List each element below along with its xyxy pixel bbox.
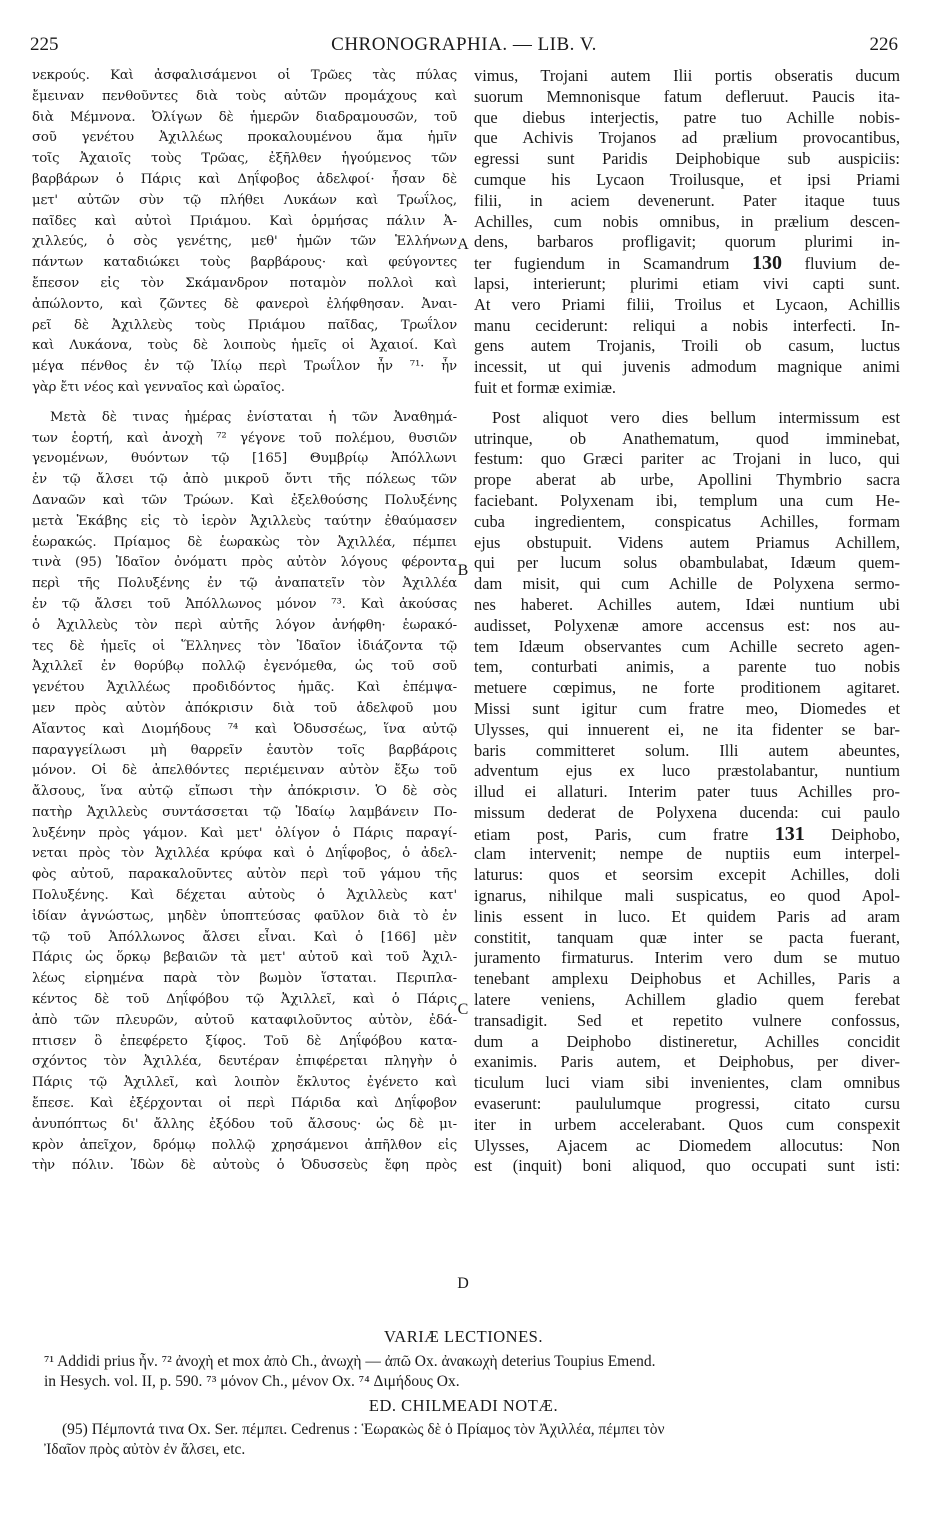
- latin-text-line: baris committeret solum. Illi autem abeuntes,: [474, 740, 900, 760]
- latin-text-line: ignarus, nihilque mali suspicatus, eo quod Apol-: [474, 886, 900, 906]
- greek-text-line: ὁ Ἀχιλλεὺς τὸν περὶ αὐτῆς λόγον ἀνήφθη· ἑωρακό-: [32, 617, 457, 633]
- latin-text-line: nes haberet. Achilles autem, Idæi nuntium ubi: [474, 594, 900, 614]
- latin-text-line: lapsi, interierunt; plurimi etiam vivi capti sunt.: [474, 273, 900, 293]
- margin-letter-b: B: [457, 562, 469, 579]
- margin-letter-d: D: [457, 1275, 469, 1292]
- greek-text-column: [32, 66, 457, 1177]
- latin-text-line: Ulysses, qui innuerent ei, ne ita fidenter se bar-: [474, 719, 900, 739]
- latin-text-line: illud ei allaturi. Interim pater tuus Achilles pro-: [474, 782, 900, 802]
- latin-text-line: Missi sunt igitur cum fratre meo, Diomedes et: [474, 698, 900, 718]
- latin-text-line: que Achivis Trojanos ad prælium provocantibus,: [474, 128, 900, 148]
- latin-text-line: manu ceciderunt: reliqui a nobis interfecti. In-: [474, 315, 900, 335]
- latin-text-line: evaserunt: paululumque progressi, citato cursu: [474, 1094, 900, 1114]
- latin-text-line: clam intervenit; nempe de nuptiis eum interpel-: [474, 844, 900, 864]
- latin-text-line: faciebant. Polyxenam ibi, templum una cum He-: [474, 490, 900, 510]
- latin-text-line: dum a Deiphobo distineretur, Achilles concidit: [474, 1031, 900, 1051]
- greek-text-line: κέντος δὲ τοῦ Δηΐφόβου τῷ Ἀχιλλεῖ, καὶ ὁ Πάρις: [32, 992, 457, 1008]
- greek-text-line: λυξένην πρὸς γάμον. Καὶ μετ' ὀλίγον ὁ Πάρις παραγί-: [32, 825, 457, 841]
- latin-text-line: vimus, Trojani autem Ilii portis obseratis ducum: [474, 66, 900, 85]
- latin-text-line: missum dederat de Polyxena ducenda: cui paulo: [474, 802, 900, 822]
- latin-text-line: tenebant amplexu Deiphobus et Achilles, Paris a: [474, 969, 900, 989]
- paragraph-gap: [474, 399, 900, 408]
- greek-text-line: των ἑορτή, καὶ ἀνοχὴ ⁷² γέγονε τοῦ πολέμου, θυσιῶν: [32, 430, 457, 446]
- greek-text-line: παῖδες καὶ αὐτοὶ Πριάμου. Καὶ ὁρμήσας πάλιν Ἀ-: [32, 213, 457, 229]
- greek-text-line: ἄλσους, ἵνα αὐτῷ εἴπωσι τὴν ἀπόκρισιν. Ὁ δὲ σὸς: [32, 784, 457, 800]
- greek-text-line: μέγα πένθος ἐν τῷ Ἰλίῳ περὶ Τρωΐλον ἦν ⁷¹· ἦν: [32, 359, 457, 375]
- greek-text-line: Πάρις ὡς ὅρκῳ βεβαιῶν τὰ μετ' αὐτοῦ καὶ τοῦ Ἀχιλ-: [32, 950, 457, 966]
- running-title: CHRONOGRAPHIA. — LIB. V.: [331, 34, 597, 55]
- latin-text-line: metuere cœpimus, ne forte proditionem agitaret.: [474, 678, 900, 698]
- latin-text-line: [474, 253, 900, 274]
- greek-text-line: ἀπώλοντο, καὶ ζῶντες δὲ φανεροὶ ἐλήφθησαν. Ἀναι-: [32, 296, 457, 312]
- greek-text-line: κρὸν ἀπεῖχον, δρόμῳ πολλῷ χρησάμενοι ἀπῆλθον εἰς: [32, 1137, 457, 1153]
- latin-text-line: festum: quo Græci pariter ac Trojani in luco, qui: [474, 449, 900, 469]
- greek-text-line: μεν πρὸς αὐτὸν ἀπόκρισιν διὰ τοῦ ἀδελφοῦ μου: [32, 700, 457, 716]
- latin-text-line: Ulysses, Ajacem ac Diomedem allocutus: Non: [474, 1135, 900, 1155]
- greek-text-line: χιλλεύς, ὁ σὸς γενέτης, μεθ' ἡμῶν τῶν Ἑλλήνων: [32, 234, 457, 250]
- latin-text-line: tem Idæum observantes cum Achille secreto agen-: [474, 636, 900, 656]
- greek-text-line: περὶ τῆς Πολυξένης ἐν τῷ ἀναπατεῖν τὸν Ἀχιλλέα: [32, 576, 457, 592]
- greek-text-line: νεκρούς. Καὶ ἀσφαλισάμενοι οἱ Τρῶες τὰς πύλας: [32, 68, 457, 83]
- latin-line-text: ter fugiendum in Scamandrum: [474, 254, 730, 274]
- greek-text-line: Ἀχιλλεῖ ἐν θορύβῳ πολλῷ ἐγενόμεθα, ὡς τοῦ σοῦ: [32, 659, 457, 675]
- latin-text-line: cuba ingredientem, conspicatus Achilles, formam: [474, 511, 900, 531]
- greek-text-line: καὶ Λυκάονα, τοὺς δὲ λοιποὺς ἡμεῖς οἱ Ἀχαιοί. Καὶ: [32, 338, 457, 354]
- latin-line-text: Deiphobo,: [831, 824, 900, 844]
- greek-text-line: διὰ Μέμνονα. Ὀλίγων δὲ ἡμερῶν διαδραμουσῶν, τοῦ: [32, 109, 457, 125]
- latin-text-line: exanimis. Paris autem, et Deiphobus, per diver-: [474, 1052, 900, 1072]
- latin-text-line: laturus: quos et seorsim excepit Achilles, doli: [474, 865, 900, 885]
- chilmeadi-note-line: (95) Πέμποντά τινα Ox. Ser. πέμπει. Cedrenus : Ἑωρακὼς δὲ ὁ Πρίαμος τὸν Ἀχιλλέα, πέμπει τὸν: [62, 1421, 665, 1438]
- latin-text-line: gens autem Trojanis, Troili ob casum, luctus: [474, 336, 900, 356]
- greek-text-line: Αἴαντος καὶ Διομήδους ⁷⁴ καὶ Ὀδυσσέως, ἵνα αὐτῷ: [32, 721, 457, 737]
- greek-text-line: ἰδίαν ἀγνώστως, μηδὲν ὑποπτεύσας φαῦλον διὰ τὸ ἐν: [32, 908, 457, 924]
- latin-text-line: est (inquit) boni aliquod, quo occupati sunt isti:: [474, 1156, 900, 1176]
- greek-text-line: Δαναῶν καὶ τῶν Τρώων. Καὶ ἐξελθούσης Πολυξένης: [32, 492, 457, 508]
- greek-text-line: τοῖς Ἀχαιοῖς τοὺς Τρῶας, ἐξῆλθεν ἡγούμενος τῶν: [32, 151, 457, 167]
- latin-text-line: audisset, Polyxenæ amore accensus est: nos au-: [474, 615, 900, 635]
- latin-text-line: filii, in aciem devenerunt. Pater itaque tuus: [474, 190, 900, 210]
- latin-text-line: constitit, tanquam quæ inter se pacta fuerant,: [474, 927, 900, 947]
- chilmeadi-note-line: Ἰδαῖον πρὸς αὐτὸν ἐν ἄλσει, etc.: [44, 1441, 246, 1458]
- greek-text-line: ἐν τῷ ἄλσει τῷ ἀπὸ μικροῦ ὄντι τῆς πόλεως τῶν: [32, 472, 457, 488]
- greek-text-line: λέως εἰρημένα παρὰ τὸν βωμὸν ἵσταται. Περιπλα-: [32, 971, 457, 987]
- greek-text-line: γενομένων, θυόντων τῷ [165] Θυμβρίῳ Ἀπόλλωνι: [32, 451, 457, 467]
- greek-text-line: μετ' αὐτῶν σὺν τῷ πλήθει Λυκάων καὶ Τρωΐλος,: [32, 192, 457, 208]
- greek-text-line: μόνον. Οἱ δὲ ἀπελθόντες περιέμειναν αὐτὸν ἔξω τοῦ: [32, 763, 457, 779]
- greek-text-line: πτισεν ὃ ἐπεφέρετο ξίφος. Τοῦ δὲ Δηΐφόβου κατα-: [32, 1033, 457, 1049]
- page-number-left: 225: [30, 34, 59, 55]
- greek-text-line: τὴν πόλιν. Ἰδὼν δὲ αὐτοὺς ὁ Ὀδυσσεὺς ἔφη πρὸς: [32, 1158, 457, 1174]
- variae-lectiones-heading: VARIÆ LECTIONES.: [384, 1327, 543, 1346]
- margin-letter-a: A: [457, 236, 469, 253]
- greek-text-line: ἔπεσον εἰς τὸν Σκάμανδρον ποταμὸν πολλοὶ καὶ: [32, 275, 457, 291]
- greek-text-line: γενέτου Ἀχιλλέως προδιδόντος ἡμᾶς. Καὶ ἐπέμψα-: [32, 680, 457, 696]
- latin-text-line: juramento firmaturus. Interim vero dum se mutuo: [474, 948, 900, 968]
- latin-text-line: iter in urbem accelerabant. Quos cum conspexit: [474, 1114, 900, 1134]
- latin-text-line: fuit et formæ eximiæ.: [474, 377, 617, 397]
- variae-note-line: in Hesych. vol. II, p. 590. ⁷³ μόνον Ch., μένον Ox. ⁷⁴ Διμήδους Ox.: [44, 1373, 460, 1390]
- greek-text-line: ἀνυπόπτως δι' ἄλλης ἐξόδου τοῦ ἄλσους· ὡς δὲ μι-: [32, 1116, 457, 1132]
- latin-text-line: At vero Priami filii, Troilus et Lycaon, Achillis: [474, 294, 900, 314]
- paragraph-gap: [32, 399, 457, 408]
- greek-text-line: παραγγείλωσι μὴ θαρρεῖν ἑαυτὸν τοῖς βαρβάροις: [32, 742, 457, 758]
- greek-text-line: βαρβάρων ὁ Πάρις καὶ Δηΐφοβος ἀδελφοί· ἦσαν δὲ: [32, 171, 457, 187]
- margin-letter-c: C: [457, 1001, 469, 1018]
- variae-note-line: ⁷¹ Addidi prius ἦν. ⁷² ἀνοχὴ et mox ἀπὸ Ch., ἀνωχὴ — ἀπῶ Ox. ἀνακωχὴ deterius Toupius Emend.: [44, 1353, 656, 1370]
- latin-text-line: egressi sunt Paridis Deiphobique sub auspiciis:: [474, 149, 900, 169]
- greek-text-line: ἔμειναν πενθοῦντες διὰ τοὺς αὐτῶν προμάχους καὶ: [32, 88, 457, 104]
- latin-text-line: ticulum luci viam sibi invenientes, clam omnibus: [474, 1073, 900, 1093]
- greek-text-line: Μετὰ δὲ τινας ἡμέρας ἐνίσταται ἡ τῶν Ἀναθημά-: [50, 409, 457, 425]
- greek-text-line: φὸς αὐτοῦ, παρακαλοῦντες αὐτὸν περὶ τοῦ γάμου τῆς: [32, 867, 457, 883]
- latin-text-line: Post aliquot vero dies bellum intermissum est: [492, 407, 900, 427]
- latin-text-line: Achilles, cum nobis omnibus, in prælium descen-: [474, 211, 900, 231]
- latin-text-line: cumque his Lycaon Troilusque, et ipsi Priami: [474, 169, 900, 189]
- latin-text-line: suorum Memnonisque fatum defleruut. Paucis ita-: [474, 86, 900, 106]
- latin-text-line: latere veniens, Achillem gladio quem ferebat: [474, 990, 900, 1010]
- latin-text-column: [474, 66, 900, 1177]
- page-header: [30, 34, 898, 56]
- page-number-right: 226: [869, 34, 898, 55]
- greek-text-line: τες δὲ ἡμεῖς οἱ Ἕλληνες τὸν Ἰδαῖον ἰδιάζοντα τῷ: [32, 638, 457, 654]
- latin-text-line: utrinque, ob Anathematum, quod imminebat,: [474, 428, 900, 448]
- greek-text-line: νεται πρὸς τὸν Ἀχιλλέα κρύφα καὶ ὁ Δηΐφοβος, ὁ ἀδελ-: [32, 846, 457, 862]
- chilmeadi-notae-heading: ED. CHILMEADI NOTÆ.: [368, 1396, 559, 1415]
- greek-text-line: ρεῖ δὲ Ἀχιλλεὺς τοὺς Πριάμου παῖδας, Τρωΐλον: [32, 317, 457, 333]
- latin-text-line: que diebus interjectis, patre tuo Achille nobis-: [474, 107, 900, 127]
- greek-text-line: τινὰ (95) Ἰδαῖον ὀνόματι πρὸς αὐτὸν λόγους φέροντα: [32, 555, 457, 571]
- latin-text-line: dens, barbaros profligavit; quorum plurimi in-: [474, 232, 900, 252]
- latin-text-line: prope aberat ab urbe, Apollini Thymbrio sacra: [474, 470, 900, 490]
- greek-text-line: Πολυξένης. Καὶ δέχεται αὐτοὺς ὁ Ἀχιλλεὺς κατ': [32, 888, 457, 904]
- latin-text-line: [474, 824, 900, 845]
- greek-text-line: πατὴρ Ἀχιλλεὺς συντάσσεται τῷ Ἰδαίῳ λαμβάνειν Πο-: [32, 804, 457, 820]
- original-page-number: 131: [774, 823, 805, 845]
- greek-text-line: πάντων καταδιώκει τοὺς βαρβάρους· καὶ φεύγοντες: [32, 255, 457, 271]
- latin-text-line: incessit, ut qui juvenis admodum magnique animi: [474, 357, 900, 377]
- greek-text-line: ἐν τῷ ἄλσει τοῦ Ἀπόλλωνος μόνον ⁷³. Καὶ ἀκούσας: [32, 596, 457, 612]
- greek-text-line: ἑωρακώς. Πρίαμος δὲ ἑωρακὼς τὸν Ἀχιλλέα, πέμπει: [32, 534, 457, 550]
- greek-text-line: ἀπὸ τῶν πλευρῶν, αὐτοῦ καταφιλοῦντος αὐτὸν, ἐδά-: [32, 1012, 457, 1028]
- greek-text-line: τῷ τοῦ Ἀπόλλωνος ἄλσει εἶναι. Καὶ ὁ [166] μὲν: [32, 929, 457, 945]
- greek-text-line: γὰρ ἔτι νέος καὶ γενναῖος καὶ ὡραῖος.: [32, 379, 285, 395]
- latin-text-line: tem, conturbati animis, a parente tuo nobis: [474, 657, 900, 677]
- latin-text-line: linis essent in luco. Et quidem Paris ad aram: [474, 906, 900, 926]
- greek-text-line: ἔπεσε. Καὶ ἐξέρχονται οἱ περὶ Πάριδα καὶ Δηΐφοβον: [32, 1096, 457, 1112]
- latin-text-line: transadigit. Sed et repetito vulnere confossus,: [474, 1010, 900, 1030]
- latin-text-line: adventum ejus ex luco præstolabantur, nuntium: [474, 761, 900, 781]
- greek-text-line: σοῦ γενέτου Ἀχιλλέως προκαλουμένου ἅμα ἡμῖν: [32, 130, 457, 146]
- greek-text-line: σχόντος τὸν Ἀχιλλέα, δευτέραν ἐπιφέρεται πληγὴν ὁ: [32, 1054, 457, 1070]
- original-page-number: 130: [751, 253, 782, 274]
- latin-text-line: qui per lucum solus obambulabat, Idæum quem-: [474, 553, 900, 573]
- latin-line-text: fluvium de-: [804, 254, 900, 274]
- latin-text-line: dam misit, qui cum Achille de Polyxena sermo-: [474, 574, 900, 594]
- greek-text-line: Πάρις τῷ Ἀχιλλεῖ, καὶ λοιπὸν ἔκλυτος ἐγένετο καὶ: [32, 1075, 457, 1091]
- latin-text-line: ejus obstupuit. Videns autem Priamus Achillem,: [474, 532, 900, 552]
- greek-text-line: μετὰ Ἑκάβης εἰς τὸ ἱερὸν Ἀχιλλεὺς ταύτην ἐθαύμασεν: [32, 513, 457, 529]
- latin-line-text: etiam post, Paris, cum fratre: [474, 824, 749, 844]
